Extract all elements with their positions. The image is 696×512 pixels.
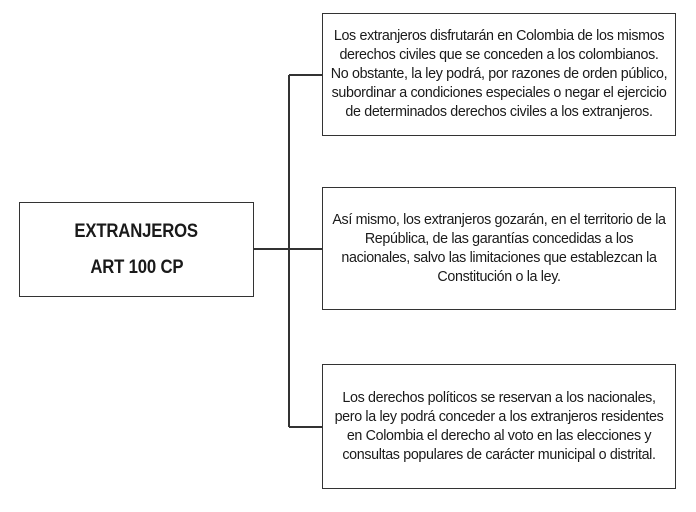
root-subtitle: ART 100 CP: [89, 257, 184, 278]
branch-node-2: [322, 187, 676, 310]
branch-node-1: [322, 13, 676, 136]
root-node: [19, 202, 254, 297]
branch-text-1: Los extranjeros disfrutarán en Colombia de los mismos derechos civiles que se conceden a los colombianos. No obstante, la ley podrá, por razones de orden público, subordinar a condiciones especiales o negar el ejercicio de determinados derechos civiles a los extranjeros.: [330, 28, 668, 120]
branch-node-3: [322, 364, 676, 489]
branch-text-2: Así mismo, los extranjeros gozarán, en el territorio de la República, de las garantías concedidas a los nacionales, salvo las limitaciones que establezcan la Constitución o la ley.: [332, 211, 666, 285]
branch-text-3: Los derechos políticos se reservan a los nacionales, pero la ley podrá conceder a los extranjeros residentes en Colombia el derecho al voto en las elecciones y consultas populares de carácter municipal o distrital.: [334, 389, 664, 463]
root-title: EXTRANJEROS: [74, 221, 199, 242]
